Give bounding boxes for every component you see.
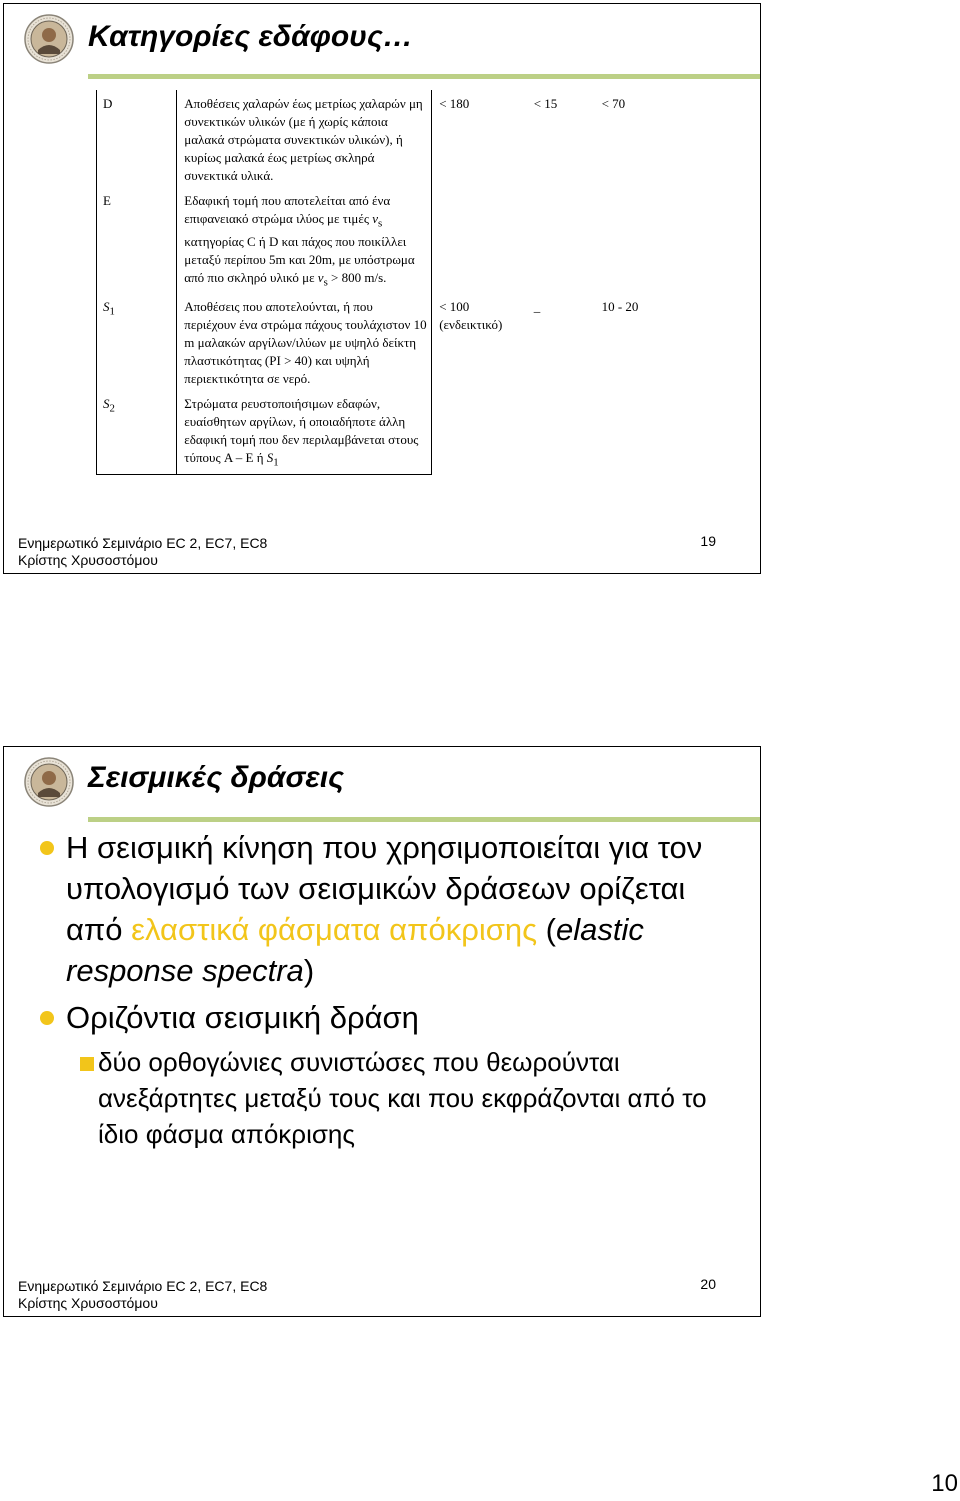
cu-cell (596, 187, 664, 293)
slide-20 (3, 746, 761, 1317)
bullet-square-icon (80, 1057, 94, 1071)
vs-cell: < 100 (ενδεικτικό) (439, 299, 503, 333)
slide-title: Σεισμικές δράσεις (88, 761, 345, 794)
nspt-cell (528, 390, 596, 474)
category-cell: D (97, 90, 177, 187)
cu-cell (596, 390, 664, 474)
university-seal-logo (24, 757, 74, 807)
slide-page-number: 20 (700, 1276, 716, 1292)
slide-19 (3, 3, 761, 574)
category-cell: $S_1$ (97, 293, 177, 390)
description-cell: Αποθέσεις χαλαρών έως μετρίως χαλαρών μη συνεκτικών υλικών (με ή χωρίς κάποια μαλακά στρώματα συνεκτικών υλικών), ή κυρίως μαλακά έως μετρίως σκληρά συνεκτικά υλικά. (177, 90, 432, 187)
university-seal-logo (24, 14, 74, 64)
slide-footer: Ενημερωτικό Σεμινάριο EC 2, EC7, EC8 Κρίστης Χρυσοστόμου (18, 1278, 268, 1311)
ground-category-table (96, 90, 664, 475)
slide-title: Κατηγορίες εδάφους… (88, 20, 413, 53)
vs-cell (432, 187, 528, 293)
slide-footer: Ενημερωτικό Σεμινάριο EC 2, EC7, EC8 Κρίστης Χρυσοστόμου (18, 535, 268, 568)
cu-cell: < 70 (601, 96, 626, 111)
nspt-cell: < 15 (533, 96, 558, 111)
slide-page-number: 19 (700, 533, 716, 549)
bullet-list (40, 827, 750, 1152)
description-cell: Εδαφική τομή που αποτελείται από ένα επιφανειακό στρώμα ιλύος με τιμές $v_s$ κατηγορίας C ή D και πάχος που ποικίλλει μεταξύ περίπου 5m και 20m, με υπόστρωμα από πιο σκληρό υλικό με $v_s > 800$ m/s. (177, 187, 432, 293)
nspt-cell: _ (533, 299, 541, 315)
vs-cell: < 180 (439, 96, 470, 111)
description-cell: Αποθέσεις που αποτελούνται, ή που περιέχουν ένα στρώμα πάχους τουλάχιστον 10 m μαλακών αργίλων/ιλύων με υψηλό δείκτη πλαστικότητας (PI > 40) και υψηλή περιεκτικότητα σε νερό. (177, 293, 432, 390)
title-rule (88, 74, 760, 79)
bullet-item: Οριζόντια σεισμική δράση (40, 997, 750, 1038)
table-row (97, 187, 664, 293)
highlight-text: ελαστικά φάσματα απόκρισης (131, 912, 538, 947)
table-row (97, 293, 664, 390)
sub-bullet-item: δύο ορθογώνιες συνιστώσες που θεωρούνται ανεξάρτητες μεταξύ τους και που εκφράζονται από το ίδιο φάσμα απόκρισης (40, 1044, 750, 1152)
vs-cell (432, 390, 528, 474)
table-row (97, 90, 664, 187)
title-rule (88, 817, 760, 822)
cu-cell: 10 - 20 (601, 299, 639, 315)
nspt-cell (528, 187, 596, 293)
category-cell: $S_2$ (97, 390, 177, 474)
bullet-item: Η σεισμική κίνηση που χρησιμοποιείται για τον υπολογισμό των σεισμικών δράσεων ορίζεται από ελαστικά φάσματα απόκρισης (elastic response spectra) (40, 827, 750, 991)
sheet-page-number: 10 (931, 1470, 958, 1497)
table-row (97, 390, 664, 474)
bullet-dot-icon (40, 1011, 54, 1025)
description-cell: Στρώματα ρευστοποιήσιμων εδαφών, ευαίσθητων αργίλων, ή οποιαδήποτε άλλη εδαφική τομή που δεν περιλαμβάνεται στους τύπους A – E ή $S_1$ (177, 390, 432, 474)
bullet-dot-icon (40, 841, 54, 855)
category-cell: E (97, 187, 177, 293)
